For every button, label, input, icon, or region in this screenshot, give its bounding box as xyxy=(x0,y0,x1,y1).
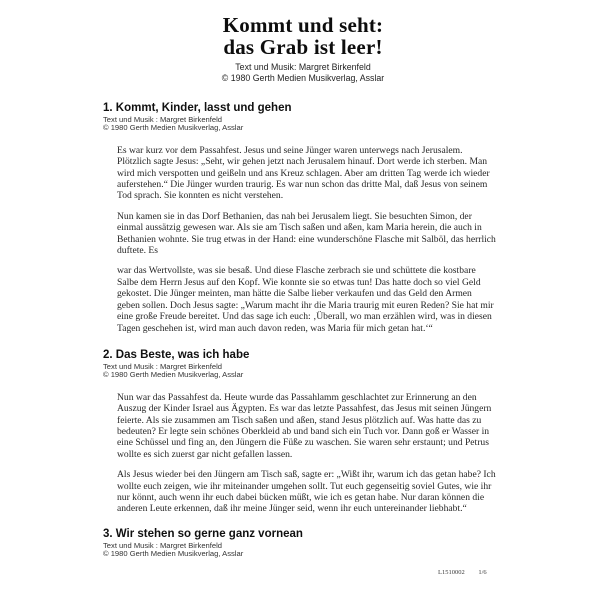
song-1-copyright: © 1980 Gerth Medien Musikverlag, Asslar xyxy=(103,123,244,133)
song-2-credit: Text und Musik : Margret Birkenfeld xyxy=(103,361,223,371)
section-song-2 xyxy=(103,349,503,515)
page-content xyxy=(103,0,503,559)
song-1-paragraph-3: war das Wertvollste, was sie besaß. Und diese Flasche zerbrach sie und schüttete die kostbare Salbe dem Herrn Jesus auf den Kopf. Wie konnte sie so etwas tun! Das hatte doch so viel Geld gekostet. Die Jünger meinten, man hätte die Salbe lieber verkaufen und das Geld den Armen geben sollen. Doch Jesus sagte: „Warum macht ihr die Maria traurig mit euren Reden? Sie hat mir eine große Freude bereitet. Und das sage ich euch: ‚Überall, wo man erzählen wird, was in diesen Tagen geschehen ist, wird man auch davon reden, was Maria für mich getan hat.‘“ xyxy=(117,265,494,334)
page-title xyxy=(103,14,503,58)
song-2-paragraph-2: Als Jesus wieder bei den Jüngern am Tisch saß, sagte er: „Wißt ihr, warum ich das getan habe? Ich wollte euch zeigen, wie ihr miteinander umgehen sollt. Tut euch gegenseitig soviel Gutes, wie ihr nur könnt, auch wenn ihr euch dabei bücken müßt, wie ich es getan habe. Nur daran können die anderen Leute erkennen, daß ihr meine Jünger seid, wenn ihr euch untereinander liebhabt.“ xyxy=(117,469,496,515)
song-3-heading: 3. Wir stehen so gerne ganz vornean xyxy=(103,527,303,540)
section-song-3 xyxy=(103,528,503,559)
page-footer xyxy=(438,569,487,577)
song-1-heading: 1. Kommt, Kinder, lasst und gehen xyxy=(103,102,292,114)
page-indicator: 1/6 xyxy=(478,569,487,576)
title-block xyxy=(103,0,503,83)
song-2-paragraph-1: Nun war das Passahfest da. Heute wurde das Passahlamm geschlachtet zur Erinnerung an den Auszug der Kinder Israel aus Ägypten. Es war das letzte Passahfest, das Jesus mit seinen Jüngern feierte. Als sie zusammen am Tisch saßen und aßen, stand Jesus plötzlich auf. Was hatte das zu bedeuten? Er legte sein schönes Oberkleid ab und band sich ein Tuch vor. Dann goß er Wasser in eine Schüssel und fing an, den Jüngern die Füße zu waschen. Sie waren sehr erstaunt; und Petrus wollte es sich zuerst gar nicht gefallen lassen. xyxy=(117,391,492,460)
title-line-2: das Grab ist leer! xyxy=(223,35,383,59)
song-1-credit: Text und Musik : Margret Birkenfeld xyxy=(103,115,223,124)
title-copyright: © 1980 Gerth Medien Musikverlag, Asslar xyxy=(221,72,385,83)
catalog-number: L1510002 xyxy=(438,569,465,576)
song-2-copyright: © 1980 Gerth Medien Musikverlag, Asslar xyxy=(103,370,244,380)
section-song-1 xyxy=(103,102,503,334)
song-1-paragraph-1: Es war kurz vor dem Passahfest. Jesus und seine Jünger waren unterwegs nach Jerusalem. Plötzlich sagte Jesus: „Seht, wir gehen jetzt nach Jerusalem hinauf. Dort werde ich sterben. Man wird mich verspotten und geißeln und ans Kreuz schlagen. Aber am dritten Tag werde ich wieder auferstehen.“ Die Jünger wurden traurig. Es war nun schon das dritte Mal, daß Jesus von seinem Tod sprach. Sie konnten es nicht verstehen. xyxy=(117,144,490,202)
title-credit: Text und Musik: Margret Birkenfeld xyxy=(235,62,371,72)
song-2-heading: 2. Das Beste, was ich habe xyxy=(103,348,250,361)
title-line-1: Kommt und seht: xyxy=(222,13,384,37)
song-3-credit: Text und Musik : Margret Birkenfeld xyxy=(103,540,223,550)
song-3-copyright: © 1980 Gerth Medien Musikverlag, Asslar xyxy=(103,549,244,559)
song-1-paragraph-2: Nun kamen sie in das Dorf Bethanien, das nah bei Jerusalem liegt. Sie besuchten Simon, der einmal aussätzig gewesen war. Als sie am Tisch saßen und aßen, kam Maria herein, die auch in Bethanien wohnte. Sie trug etwas in der Hand: eine wunderschöne Flasche mit Salböl, das herrlich duftete. Es xyxy=(117,210,496,257)
